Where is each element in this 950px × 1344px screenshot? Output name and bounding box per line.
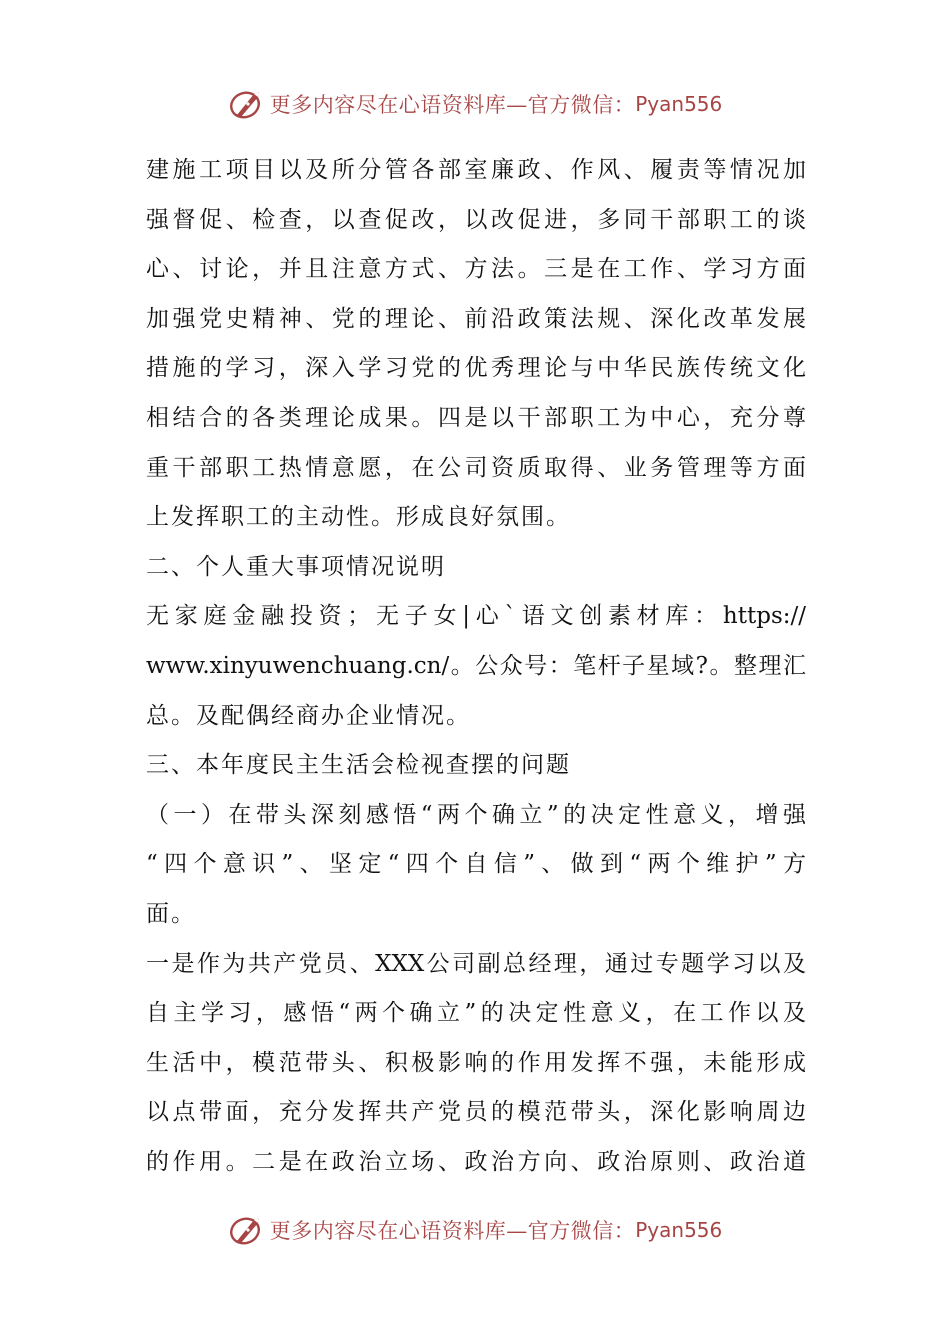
text-line: 二、个人重大事项情况说明	[146, 553, 446, 580]
text-line: 相结合的各类理论成果。四是以干部职工为中心，充分尊	[146, 404, 806, 431]
text-line: 面。	[146, 900, 196, 927]
text-line: 的作用。二是在政治立场、政治方向、政治原则、政治道	[146, 1148, 806, 1175]
text-line: 一是作为共产党员、XXX公司副总经理，通过专题学习以及	[146, 950, 806, 977]
text-line: 强督促、检查，以查促改，以改促进，多同干部职工的谈	[146, 206, 806, 233]
text-line: 无家庭金融投资；无子女|心`语文创素材库：https://	[146, 603, 806, 630]
watermark-wechat-id: Pyan556	[635, 1218, 723, 1242]
text-line: （一）在带头深刻感悟“两个确立”的决定性意义，增强	[146, 801, 806, 828]
text-line: 总。及配偶经商办企业情况。	[146, 702, 471, 729]
pen-nib-logo-icon	[228, 86, 266, 122]
text-line: 建施工项目以及所分管各部室廉政、作风、履责等情况加	[146, 157, 806, 183]
text-line: “四个意识”、坚定“四个自信”、做到“两个维护”方	[146, 851, 806, 878]
pen-nib-logo-icon	[228, 1212, 266, 1248]
text-line: 加强党史精神、党的理论、前沿政策法规、深化改革发展	[146, 305, 806, 332]
text-line: 重干部职工热情意愿，在公司资质取得、业务管理等方面	[146, 454, 806, 481]
document-body	[146, 146, 806, 1187]
text-line: 生活中，模范带头、积极影响的作用发挥不强，未能形成	[146, 1049, 806, 1076]
footer-watermark	[0, 1210, 950, 1250]
text-line: 措施的学习，深入学习党的优秀理论与中华民族传统文化	[146, 355, 806, 382]
text-line: 自主学习，感悟“两个确立”的决定性意义，在工作以及	[146, 1000, 806, 1027]
watermark-text: 更多内容尽在心语资料库—官方微信：	[269, 93, 636, 117]
watermark-wechat-id: Pyan556	[635, 92, 723, 116]
text-line: 心、讨论，并且注意方式、方法。三是在工作、学习方面	[146, 256, 806, 283]
header-watermark	[0, 84, 950, 124]
text-line: 上发挥职工的主动性。形成良好氛围。	[146, 504, 571, 531]
watermark-text: 更多内容尽在心语资料库—官方微信：	[269, 1219, 636, 1243]
text-line: 三、本年度民主生活会检视查摆的问题	[146, 752, 571, 779]
text-line: 以点带面，充分发挥共产党员的模范带头，深化影响周边	[146, 1099, 806, 1126]
text-line: www.xinyuwenchuang.cn/。公众号：笔杆子星域?。整理汇	[146, 652, 806, 679]
